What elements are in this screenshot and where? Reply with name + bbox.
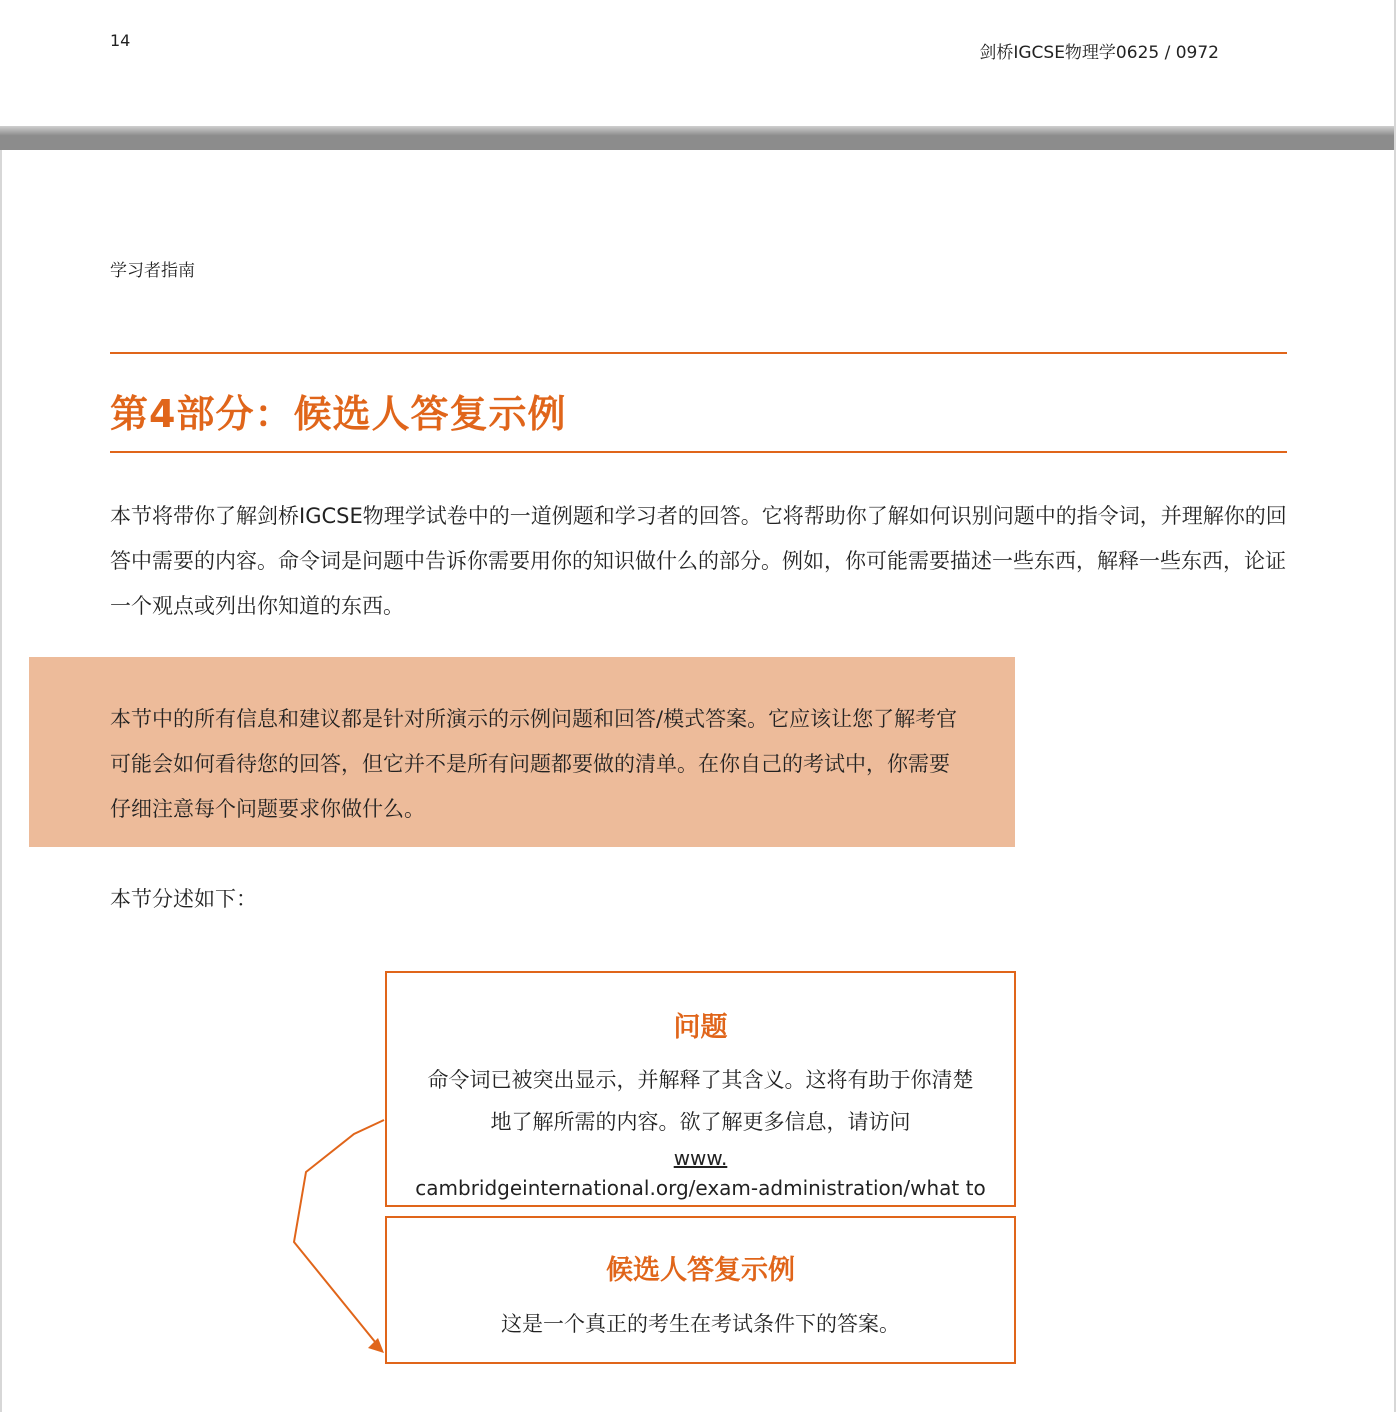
page-edge-left: [0, 150, 2, 1412]
note-text: 本节中的所有信息和建议都是针对所演示的示例问题和回答/模式答案。它应该让您了解考官可能会如何看待您的回答，但它并不是所有问题都要做的清单。在你自己的考试中，你需要仔细注意每个问题要求你做什么。: [110, 707, 958, 821]
connector-arrow: [280, 1110, 390, 1355]
question-card: [385, 971, 1016, 1207]
resource-link-part-1[interactable]: www.: [673, 1146, 728, 1170]
note-box: [29, 657, 1015, 847]
title-rule-bottom: [110, 451, 1287, 453]
example-answer-card: [385, 1216, 1016, 1364]
resource-link-part-2[interactable]: cambridgeinternational.org/exam-administration/what to: [415, 1176, 986, 1200]
previous-page-footer: [0, 0, 1396, 126]
arrowhead-icon: [368, 1338, 384, 1353]
outline-label: 本节分述如下：: [110, 887, 257, 911]
question-card-body: 命令词已被突出显示，并解释了其含义。这将有助于你清楚地了解所需的内容。欲了解更多信息，请访问: [427, 1068, 974, 1134]
connector-line: [294, 1120, 384, 1348]
guide-label: 学习者指南: [110, 261, 195, 281]
page-separator: [0, 126, 1396, 150]
example-card-body: 这是一个真正的考生在考试条件下的答案。: [501, 1312, 900, 1336]
section-title: 第4部分：候选人答复示例: [110, 392, 567, 436]
page-number: 14: [110, 31, 131, 50]
example-card-title: 候选人答复示例: [606, 1255, 795, 1286]
title-rule-top: [110, 352, 1287, 354]
question-card-title: 问题: [673, 1012, 728, 1043]
running-header: 剑桥IGCSE物理学0625 / 0972: [979, 43, 1219, 63]
intro-paragraph: 本节将带你了解剑桥IGCSE物理学试卷中的一道例题和学习者的回答。它将帮助你了解如何识别问题中的指令词，并理解你的回答中需要的内容。命令词是问题中告诉你需要用你的知识做什么的部分。例如，你可能需要描述一些东西，解释一些东西，论证一个观点或列出你知道的东西。: [110, 504, 1287, 618]
